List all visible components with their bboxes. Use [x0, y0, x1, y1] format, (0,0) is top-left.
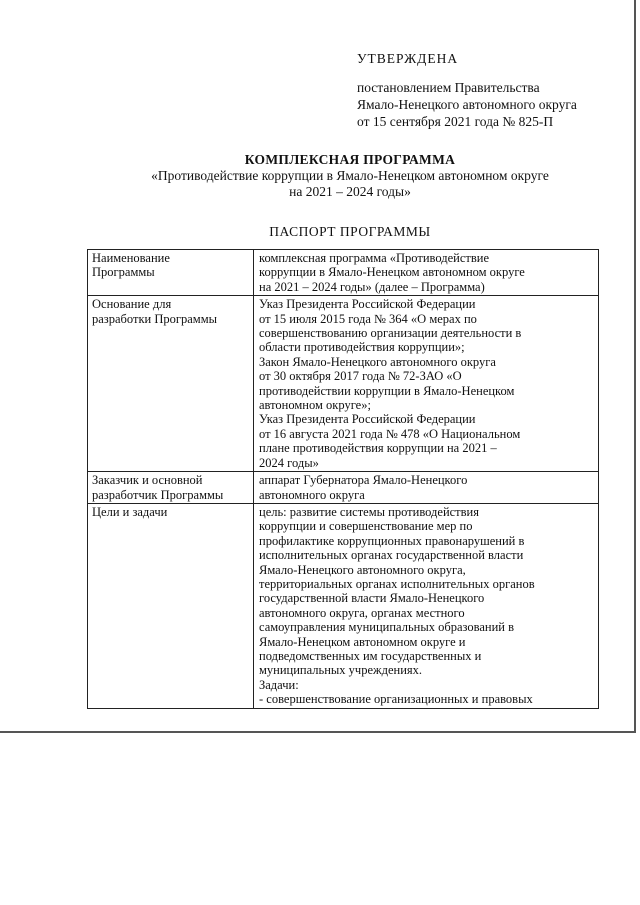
value-line: подведомственных им государственных и: [259, 648, 482, 663]
table-cell-label: [88, 296, 254, 472]
value-line: совершенствованию организации деятельности в: [259, 326, 522, 341]
value-line: Ямало-Ненецкого автономного округа,: [259, 562, 466, 577]
value-line: Указ Президента Российской Федерации: [259, 412, 476, 427]
value-line: автономного округа, органах местного: [259, 605, 465, 620]
table-row: [88, 503, 599, 708]
table-cell-value: [254, 250, 599, 296]
value-line: Указ Президента Российской Федерации: [259, 297, 476, 312]
value-line: территориальных органах исполнительных органов: [259, 576, 535, 591]
value-line: Задачи:: [259, 677, 299, 692]
label-line: Цели и задачи: [92, 504, 168, 519]
label-line: Заказчик и основной: [92, 473, 203, 488]
value-line: 2024 годы»: [259, 455, 319, 470]
value-line: от 15 июля 2015 года № 364 «О мерах по: [259, 311, 477, 326]
label-line: разработки Программы: [92, 311, 217, 326]
value-line: автономного округа: [259, 487, 365, 502]
label-line: Наименование: [92, 251, 170, 265]
label-line: Программы: [92, 265, 155, 280]
program-title-block: [60, 152, 640, 200]
table-row: [88, 472, 599, 504]
program-subtitle-line-2: на 2021 – 2024 годы»: [289, 184, 411, 199]
value-line: Закон Ямало-Ненецкого автономного округа: [259, 354, 496, 369]
program-title: КОМПЛЕКСНАЯ ПРОГРАММА: [244, 152, 456, 167]
value-line: от 16 августа 2021 года № 478 «О Национальном: [259, 426, 521, 441]
value-line: противодействии коррупции в Ямало-Ненецком: [259, 383, 515, 398]
approval-heading: УТВЕРЖДЕНА: [357, 51, 459, 66]
value-line: профилактике коррупционных правонарушений в: [259, 533, 525, 548]
value-line: аппарат Губернатора Ямало-Ненецкого: [259, 473, 468, 488]
table-cell-label: [88, 503, 254, 708]
value-line: Ямало-Ненецком автономном округе и: [259, 634, 466, 649]
value-line: цель: развитие системы противодействия: [259, 504, 479, 519]
approval-line-3: от 15 сентября 2021 года № 825-П: [357, 114, 554, 129]
value-line: автономном округе»;: [259, 398, 371, 413]
table-cell-value: [254, 296, 599, 472]
label-line: Основание для: [92, 297, 172, 312]
table-cell-value: [254, 503, 599, 708]
approval-line-1: постановлением Правительства: [357, 80, 540, 95]
passport-title: ПАСПОРТ ПРОГРАММЫ: [269, 224, 431, 239]
value-line: от 30 октября 2017 года № 72-ЗАО «О: [259, 369, 462, 384]
value-line: коррупции в Ямало-Ненецком автономном округе: [259, 265, 525, 280]
value-line: - совершенствование организационных и правовых: [259, 692, 533, 707]
table-cell-value: [254, 472, 599, 504]
value-line: исполнительных органах государственной власти: [259, 548, 524, 563]
value-line: комплексная программа «Противодействие: [259, 251, 489, 265]
value-line: государственной власти Ямало-Ненецкого: [259, 591, 485, 606]
value-line: коррупции и совершенствование мер по: [259, 519, 473, 534]
program-subtitle-line-1: «Противодействие коррупции в Ямало-Ненецком автономном округе: [151, 168, 549, 183]
approval-block: [347, 50, 577, 130]
approval-line-2: Ямало-Ненецкого автономного округа: [357, 97, 577, 112]
value-line: самоуправления муниципальных образований в: [259, 620, 515, 635]
table-cell-label: [88, 250, 254, 296]
passport-table-body: [88, 250, 599, 709]
value-line: области противодействия коррупции»;: [259, 340, 465, 355]
table-row: [88, 296, 599, 472]
label-line: разработчик Программы: [92, 487, 224, 502]
value-line: муниципальных учреждениях.: [259, 663, 423, 678]
passport-table: [87, 249, 599, 709]
table-cell-label: [88, 472, 254, 504]
table-row: [88, 250, 599, 296]
value-line: плане противодействия коррупции на 2021 –: [259, 441, 497, 456]
value-line: на 2021 – 2024 годы» (далее – Программа): [259, 279, 485, 294]
